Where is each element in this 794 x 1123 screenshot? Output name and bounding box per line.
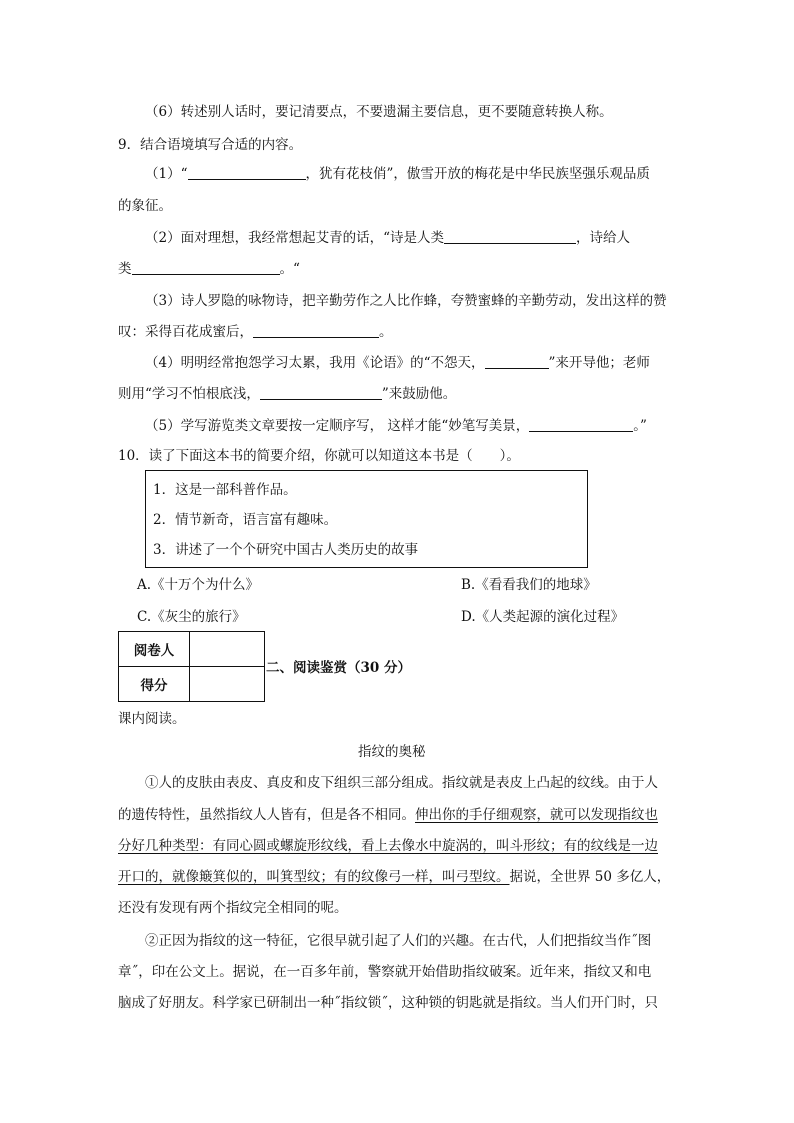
q9-item-2-cont [118,259,300,279]
passage-p1-line-2 [118,805,658,825]
q9-item-4-blank-2[interactable] [260,385,382,400]
q10-option-c[interactable]: C.《灰尘的旅行》 [137,609,246,625]
q9-item-4-cont [118,384,456,404]
passage-p1-line-1: ①人的皮肤由表皮、真皮和皮下组织三部分组成。指纹就是表皮上凸起的纹线。由于人 [145,775,658,791]
q9-item-2 [145,228,630,248]
q9-item-1 [145,164,650,184]
score-cell[interactable] [190,667,265,702]
q9-item-5-suffix: 。” [633,418,647,434]
section-2-title: 二、阅读鉴赏（30 分） [266,660,411,676]
q9-item-3-cont [118,322,393,342]
q9-item-5-blank[interactable] [529,417,633,432]
q9-stem: 9．结合语境填写合适的内容。 [118,137,303,153]
q9-item-2-cont-suffix: 。“ [279,261,300,277]
q9-item-5-prefix: （5）学写游览类文章要按一定顺序写， 这样才能“妙笔写美景， [145,418,530,434]
passage-p1-line-3: 分好几种类型：有同心圆或螺旋形纹线，看上去像水中旋涡的，叫斗形纹；有的纹线是一边 [118,838,658,854]
q9-item-5 [145,416,647,436]
score-table [118,631,265,702]
q9-item-3: （3）诗人罗隐的咏物诗，把辛勤劳作之人比作蜂，夸赞蜜蜂的辛勤劳动，发出这样的赞 [145,293,667,309]
passage-p1-underlined-end: 开口的，就像簸箕似的，叫箕型纹；有的纹像弓一样，叫弓型纹。 [118,869,510,885]
q9-item-2-mid: ，诗给人 [576,230,630,246]
passage-title: 指纹的奥秘 [358,744,426,760]
q9-item-4-prefix: （4）明明经常抱怨学习太累，我用《论语》的“不怨天， [145,355,485,371]
passage-p1-line-4-plain: 据说，全世界 50 多亿人， [509,869,671,885]
q9-item-4-cont-suffix: ”来鼓励他。 [381,386,457,402]
q8-item-6: （6）转述别人话时，要记清要点，不要遗漏主要信息，更不要随意转换人称。 [145,104,613,120]
reading-intro: 课内阅读。 [118,711,186,727]
q10-option-d[interactable]: D.《人类起源的演化过程》 [461,609,625,625]
q9-item-2-cont-prefix: 类 [118,261,132,277]
reviewer-label: 阅卷人 [119,632,190,667]
passage-p1-line-2-plain: 的遗传特性，虽然指纹人人皆有，但是各不相同。 [118,807,415,823]
score-label: 得分 [119,667,190,702]
q9-item-4 [145,353,650,373]
q9-item-2-blank-2[interactable] [132,260,280,275]
book-intro-line-2: 2．情节新奇，语言富有趣味。 [153,512,338,528]
q9-item-3-cont-prefix: 叹：采得百花成蜜后， [118,324,253,340]
passage-p1-line-4 [118,867,670,887]
book-intro-line-3: 3．讲述了一个个研究中国古人类历史的故事 [153,542,419,558]
passage-p2-line-3: 脑成了好朋友。科学家已研制出一种˝指纹锁˝，这种锁的钥匙就是指纹。当人们开门时，只 [118,995,658,1011]
q9-item-4-cont-prefix: 则用“学习不怕根底浅， [118,386,260,402]
q9-item-1-prefix: （1）“ [145,166,188,182]
passage-p1-underlined-start: 伸出你的手仔细观察，就可以发现指纹也 [415,807,658,823]
reviewer-cell[interactable] [190,632,265,667]
q10-option-b[interactable]: B.《看看我们的地球》 [461,577,597,593]
q10-stem: 10．读了下面这本书的简要介绍，你就可以知道这本书是（ ）。 [118,448,520,464]
passage-p2-line-1: ②正因为指纹的这一特征，它很早就引起了人们的兴趣。在古代，人们把指纹当作˝图 [145,933,652,949]
q9-item-1-cont: 的象征。 [118,198,172,214]
q10-option-a[interactable]: A.《十万个为什么》 [137,577,260,593]
book-intro-line-1: 1．这是一部科普作品。 [153,482,297,498]
q9-item-4-mid: ”来开导他；老师 [548,355,650,371]
passage-p2-line-2: 章˝，印在公文上。据说，在一百多年前，警察就开始借助指纹破案。近年来，指纹又和电 [118,964,652,980]
q9-item-2-prefix: （2）面对理想，我经常想起艾青的话，“诗是人类 [145,230,444,246]
q9-item-1-blank[interactable] [188,165,306,180]
q9-item-4-blank-1[interactable] [485,354,549,369]
q9-item-1-suffix: ，犹有花枝俏”，傲雪开放的梅花是中华民族坚强乐观品质 [305,166,650,182]
q9-item-3-cont-suffix: 。 [379,324,393,340]
q9-item-2-blank-1[interactable] [444,229,576,244]
passage-p1-line-5: 还没有发现有两个指纹完全相同的呢。 [118,900,348,916]
q9-item-3-blank[interactable] [253,323,379,338]
